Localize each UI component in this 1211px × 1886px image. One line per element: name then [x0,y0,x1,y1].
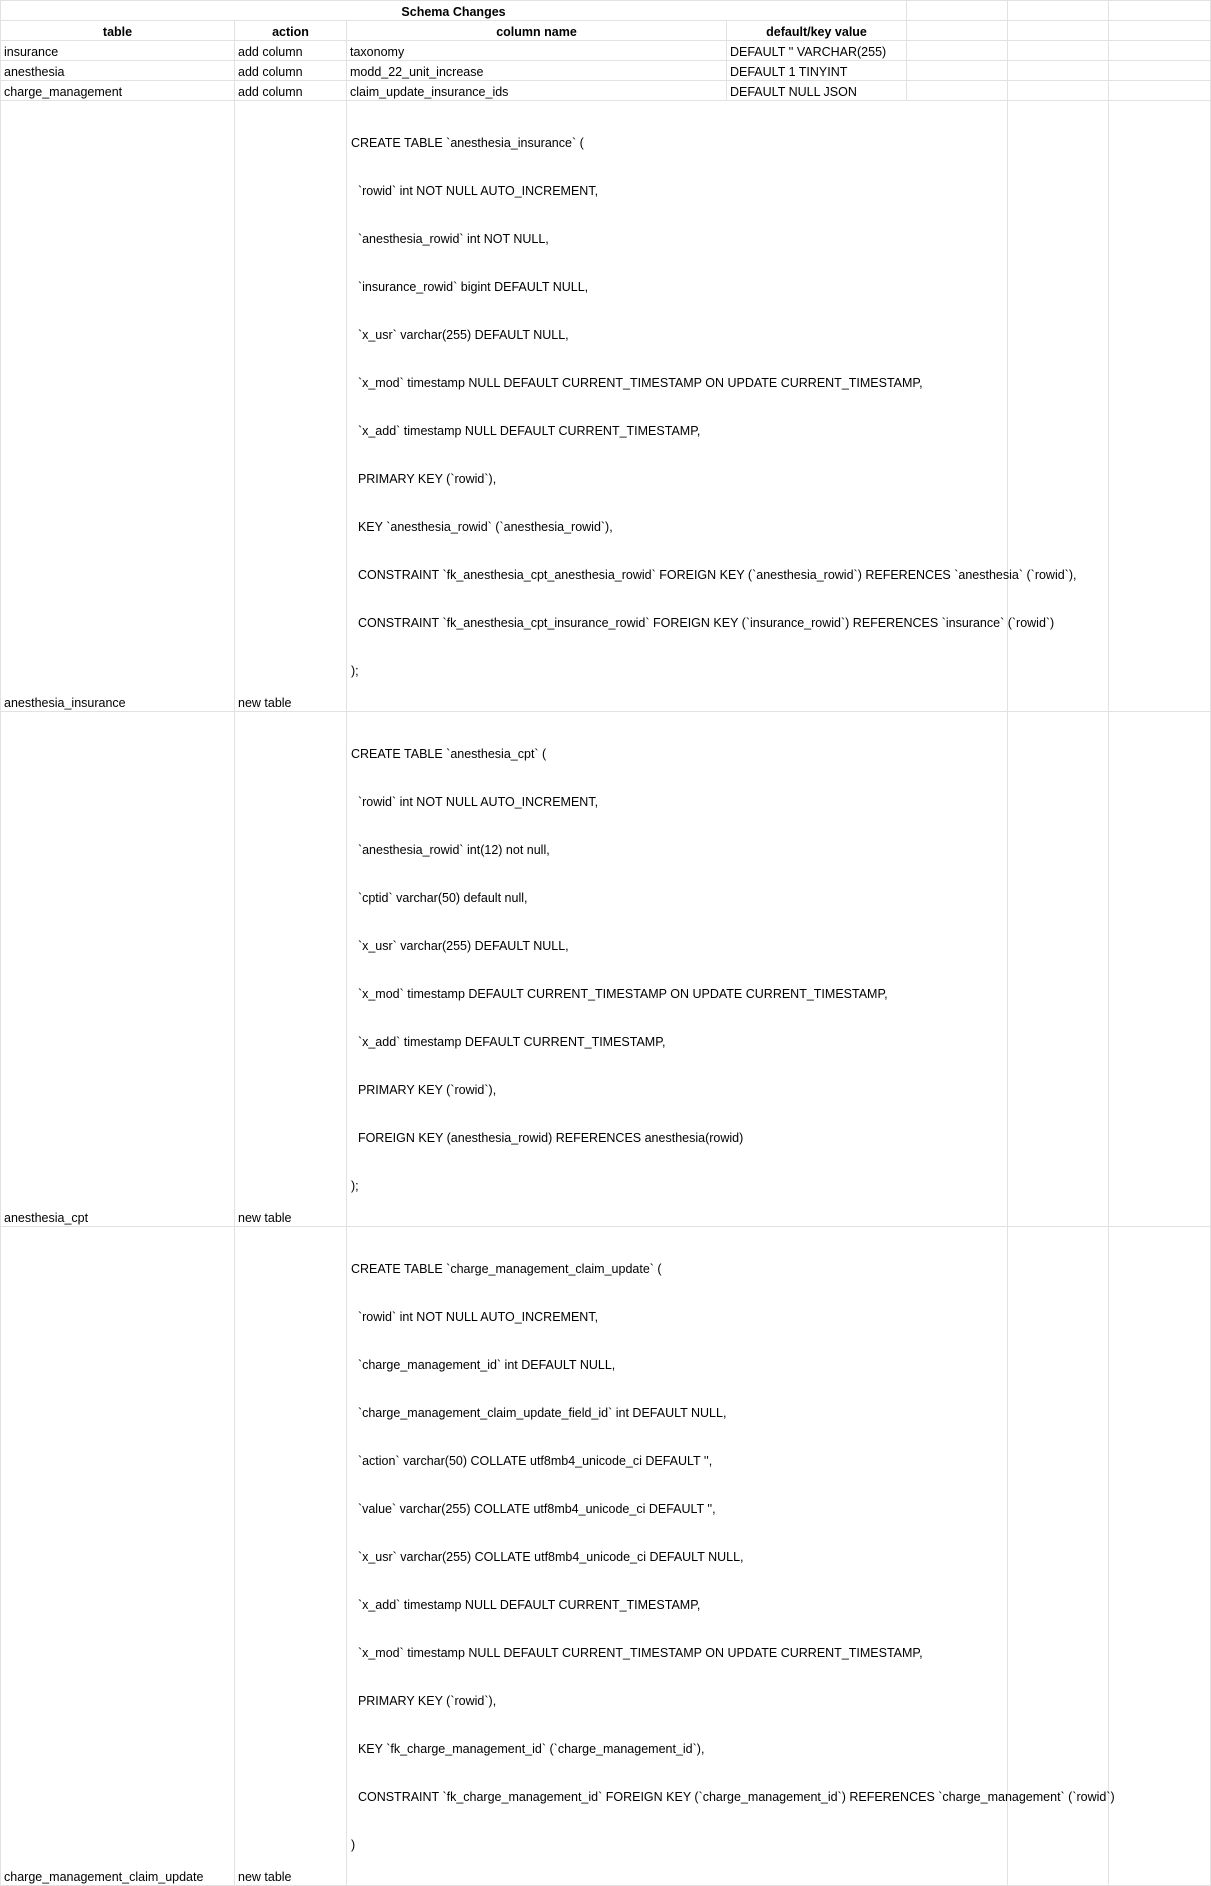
sql-line: ); [351,1179,359,1193]
sql-line: CONSTRAINT `fk_anesthesia_cpt_insurance_rowid` FOREIGN KEY (`insurance_rowid`) REFERENCES `insurance` (`rowid`) [351,616,1055,630]
table-row [1,712,1211,1227]
cell-action[interactable]: new table [235,101,347,712]
sql-line: ); [351,664,359,678]
cell-column-name[interactable]: modd_22_unit_increase [347,61,727,81]
cell-default-value[interactable]: DEFAULT '' VARCHAR(255) [727,41,907,61]
sql-line: `x_mod` timestamp NULL DEFAULT CURRENT_TIMESTAMP ON UPDATE CURRENT_TIMESTAMP, [351,376,923,390]
sql-line: `anesthesia_rowid` int(12) not null, [351,843,550,857]
cell-table[interactable]: insurance [1,41,235,61]
cell-column-name[interactable]: claim_update_insurance_ids [347,81,727,101]
header-table[interactable]: table [1,21,235,41]
empty-cell[interactable] [1109,1227,1211,1886]
sql-line: CONSTRAINT `fk_charge_management_id` FOREIGN KEY (`charge_management_id`) REFERENCES `charge_management` (`rowid`) [351,1790,1115,1804]
sql-line: `rowid` int NOT NULL AUTO_INCREMENT, [351,184,599,198]
header-column-name[interactable]: column name [347,21,727,41]
empty-cell[interactable] [1008,712,1109,1227]
cell-action[interactable]: new table [235,1227,347,1886]
sql-line: FOREIGN KEY (anesthesia_rowid) REFERENCES anesthesia(rowid) [351,1131,744,1145]
cell-column-name[interactable]: taxonomy [347,41,727,61]
table-row [1,101,1211,712]
sheet-title[interactable]: Schema Changes [1,1,907,21]
cell-default-value[interactable]: DEFAULT 1 TINYINT [727,61,907,81]
empty-cell[interactable] [1109,1,1211,21]
cell-sql-definition[interactable] [347,101,1077,712]
sql-line: `insurance_rowid` bigint DEFAULT NULL, [351,280,589,294]
header-action[interactable]: action [235,21,347,41]
sql-line: KEY `fk_charge_management_id` (`charge_management_id`), [351,1742,705,1756]
empty-cell[interactable] [1008,61,1109,81]
sql-line: `cptid` varchar(50) default null, [351,891,528,905]
empty-cell[interactable] [907,41,1008,61]
empty-cell[interactable] [907,81,1008,101]
sql-line: `anesthesia_rowid` int NOT NULL, [351,232,549,246]
cell-table[interactable]: anesthesia [1,61,235,81]
empty-cell[interactable] [1109,81,1211,101]
cell-action[interactable]: new table [235,712,347,1227]
cell-action[interactable]: add column [235,41,347,61]
sql-line: `charge_management_id` int DEFAULT NULL, [351,1358,616,1372]
sql-line: CREATE TABLE `charge_management_claim_update` ( [351,1262,662,1276]
empty-cell[interactable] [1109,21,1211,41]
sql-line: `x_mod` timestamp DEFAULT CURRENT_TIMESTAMP ON UPDATE CURRENT_TIMESTAMP, [351,987,888,1001]
table-row [1,61,1211,81]
sql-line: `x_usr` varchar(255) DEFAULT NULL, [351,939,569,953]
header-default-key-value[interactable]: default/key value [727,21,907,41]
title-row [1,1,1211,21]
sql-line: CREATE TABLE `anesthesia_cpt` ( [351,747,547,761]
header-row [1,21,1211,41]
sql-line: `value` varchar(255) COLLATE utf8mb4_unicode_ci DEFAULT '', [351,1502,716,1516]
empty-cell[interactable] [1008,1,1109,21]
cell-table[interactable]: anesthesia_insurance [1,101,235,712]
empty-cell[interactable] [907,21,1008,41]
sql-line: ) [351,1838,356,1852]
sql-line: `x_add` timestamp NULL DEFAULT CURRENT_TIMESTAMP, [351,424,701,438]
empty-cell[interactable] [1008,1227,1109,1886]
table-row [1,1227,1211,1886]
sql-line: CONSTRAINT `fk_anesthesia_cpt_anesthesia_rowid` FOREIGN KEY (`anesthesia_rowid`) REFERENCES `anesthesia` (`rowid`), [351,568,1077,582]
empty-cell[interactable] [907,1,1008,21]
empty-cell[interactable] [1008,41,1109,61]
sql-line: PRIMARY KEY (`rowid`), [351,1694,497,1708]
cell-table[interactable]: charge_management_claim_update [1,1227,235,1886]
empty-cell[interactable] [1008,21,1109,41]
sql-line: `x_usr` varchar(255) DEFAULT NULL, [351,328,569,342]
sql-line: `rowid` int NOT NULL AUTO_INCREMENT, [351,795,599,809]
cell-default-value[interactable]: DEFAULT NULL JSON [727,81,907,101]
cell-table[interactable]: charge_management [1,81,235,101]
sql-line: `x_add` timestamp NULL DEFAULT CURRENT_TIMESTAMP, [351,1598,701,1612]
empty-cell[interactable] [1008,81,1109,101]
sql-line: `x_mod` timestamp NULL DEFAULT CURRENT_TIMESTAMP ON UPDATE CURRENT_TIMESTAMP, [351,1646,923,1660]
empty-cell[interactable] [1109,101,1211,712]
sql-line: `rowid` int NOT NULL AUTO_INCREMENT, [351,1310,599,1324]
sql-line: PRIMARY KEY (`rowid`), [351,1083,497,1097]
sql-line: `x_add` timestamp DEFAULT CURRENT_TIMESTAMP, [351,1035,666,1049]
table-row [1,81,1211,101]
empty-cell[interactable] [1109,61,1211,81]
cell-action[interactable]: add column [235,61,347,81]
sql-line: CREATE TABLE `anesthesia_insurance` ( [351,136,584,150]
empty-cell[interactable] [907,61,1008,81]
table-row [1,41,1211,61]
cell-table[interactable]: anesthesia_cpt [1,712,235,1227]
sql-line: `action` varchar(50) COLLATE utf8mb4_unicode_ci DEFAULT '', [351,1454,713,1468]
empty-cell[interactable] [1109,712,1211,1227]
cell-sql-definition[interactable] [347,712,1008,1227]
sql-line: PRIMARY KEY (`rowid`), [351,472,497,486]
sql-line: `x_usr` varchar(255) COLLATE utf8mb4_unicode_ci DEFAULT NULL, [351,1550,744,1564]
sql-line: KEY `anesthesia_rowid` (`anesthesia_rowid`), [351,520,613,534]
empty-cell[interactable] [1109,41,1211,61]
cell-sql-definition[interactable] [347,1227,1115,1886]
cell-action[interactable]: add column [235,81,347,101]
sql-line: `charge_management_claim_update_field_id` int DEFAULT NULL, [351,1406,727,1420]
